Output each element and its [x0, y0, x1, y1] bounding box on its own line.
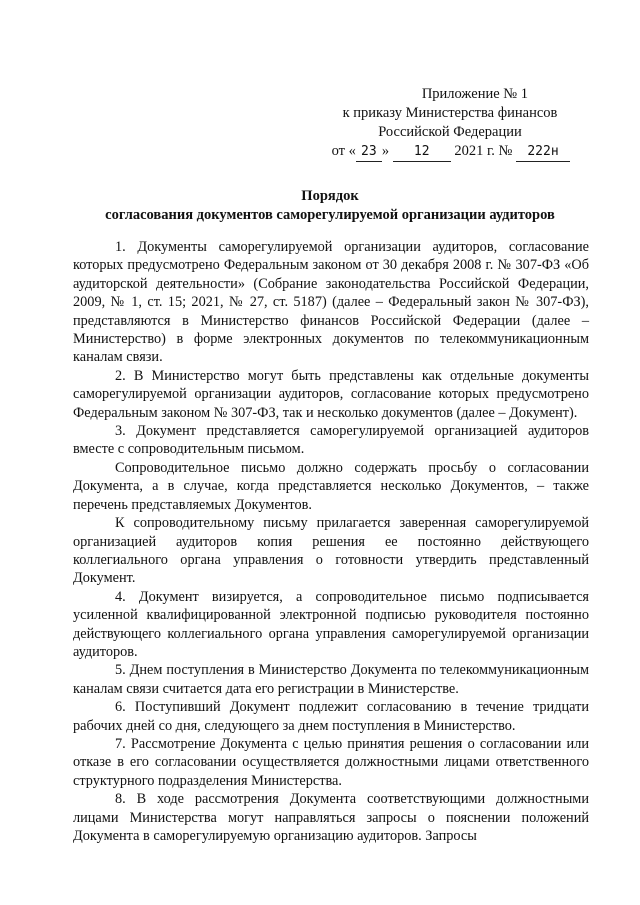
- appendix-date-line: [330, 142, 570, 162]
- title-line-1: Порядок: [301, 188, 359, 204]
- date-year: 2021 г. №: [454, 143, 513, 159]
- appendix-authority: Российской Федерации: [378, 124, 522, 140]
- paragraph-6: 6. Поступивший Документ подлежит согласованию в течение тридцати рабочих дней со дня, следующего за днем поступления в Министерство.: [73, 699, 589, 734]
- appendix-header: [330, 85, 570, 162]
- title-line-2: согласования документов саморегулируемой организации аудиторов: [105, 207, 555, 223]
- paragraph-1: 1. Документы саморегулируемой организации аудиторов, согласование которых предусмотрено Федеральным законом от 30 декабря 2008 г. № 307-ФЗ «Об аудиторской деятельности» (Собрание законодательства Российской Федерации, 2009, № 1, ст. 15; 2021, № 27, ст. 5187) (далее – Федеральный закон № 307-ФЗ), представляются в Министерство финансов Российской Федерации (далее – Министерство) в форме электронных документов по телекоммуникационным каналам связи.: [73, 239, 589, 366]
- paragraph-7: 7. Рассмотрение Документа с целью принятия решения о согласовании или отказе в его согласовании осуществляется должностными лицами ответственного структурного подразделения Министерства.: [73, 735, 589, 789]
- paragraph-3b: К сопроводительному письму прилагается заверенная саморегулируемой организацией аудиторов копия решения ее постоянно действующего коллегиального органа управления о готовности утвердить представленный Документ.: [73, 515, 589, 587]
- paragraph-4: 4. Документ визируется, а сопроводительное письмо подписывается усиленной квалифицированной электронной подписью руководителя постоянно действующего коллегиального органа управления саморегулируемой организации аудиторов.: [73, 588, 589, 660]
- paragraph-8: 8. В ходе рассмотрения Документа соответствующими должностными лицами Министерства могут направляться запросы о пояснении положений Документа в саморегулируемую организацию аудиторов. Запросы: [73, 791, 589, 844]
- appendix-number: Приложение № 1: [421, 86, 528, 102]
- date-prefix: от «: [331, 143, 356, 159]
- document-title: [60, 187, 600, 225]
- date-day: 23: [356, 142, 382, 162]
- paragraph-5: 5. Днем поступления в Министерство Документа по телекоммуникационным каналам связи считается дата его регистрации в Министерстве.: [73, 662, 589, 697]
- date-mid: »: [381, 143, 390, 159]
- order-number: 222н: [516, 142, 570, 162]
- appendix-order-ref: к приказу Министерства финансов: [342, 105, 558, 121]
- paragraph-3a: Сопроводительное письмо должно содержать просьбу о согласовании Документа, а в случае, когда представляется несколько Документов, – также перечень представляемых Документов.: [73, 459, 589, 513]
- date-month: 12: [393, 142, 451, 162]
- document-body: [73, 238, 589, 845]
- paragraph-2: 2. В Министерство могут быть представлены как отдельные документы саморегулируемой организации аудиторов, согласование которых предусмотрено Федеральным законом № 307-ФЗ, так и несколько документов (далее – Документ).: [73, 367, 589, 421]
- paragraph-3: 3. Документ представляется саморегулируемой организацией аудиторов вместе с сопроводительным письмом.: [73, 423, 589, 458]
